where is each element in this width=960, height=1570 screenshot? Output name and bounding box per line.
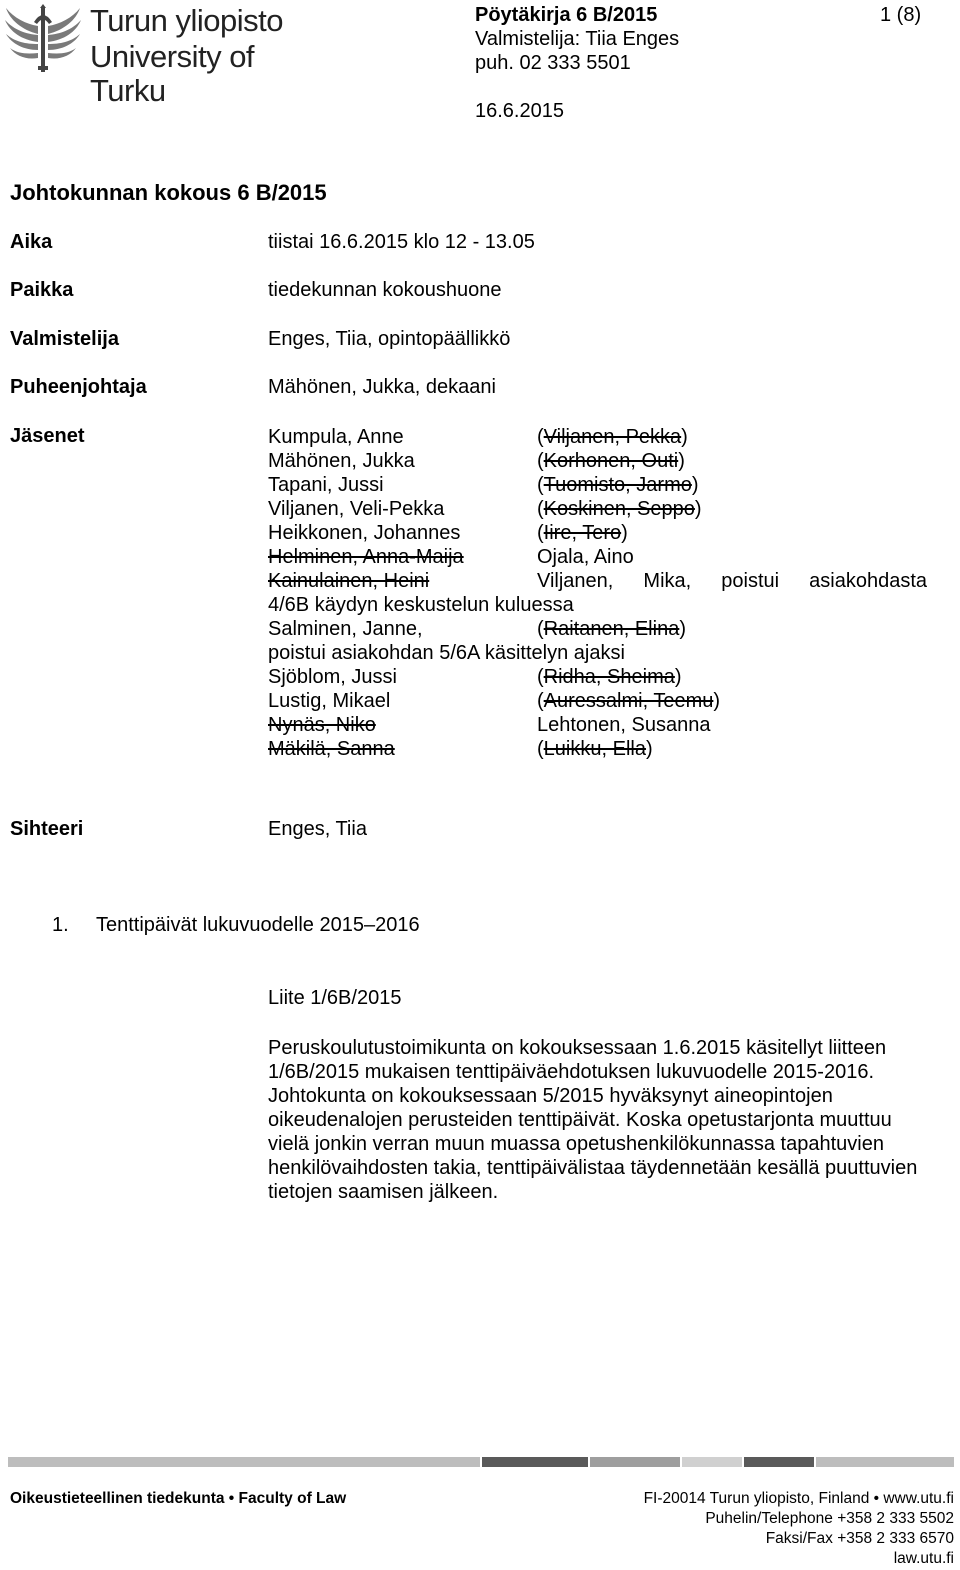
chair-label: Puheenjohtaja — [10, 376, 147, 398]
member: Kumpula, Anne — [268, 426, 404, 448]
deputy-member: (Viljanen, Pekka) — [537, 426, 688, 448]
footer-bar — [8, 1457, 954, 1467]
secretary-label: Sihteeri — [10, 818, 84, 840]
footer-address: FI-20014 Turun yliopisto, Finland • www.utu.fi — [643, 1490, 954, 1507]
member-note: poistui asiakohdan 5/6A käsittelyn ajaksi — [268, 642, 625, 664]
place-value: tiedekunnan kokoushuone — [268, 279, 502, 301]
section-heading — [52, 914, 420, 937]
deputy-member: Lehtonen, Susanna — [537, 714, 711, 736]
meeting-title: Johtokunnan kokous 6 B/2015 — [10, 180, 327, 205]
section-body: Peruskoulutustoimikunta on kokouksessaan 1.6.2015 käsitellyt liitteen 1/6B/2015 mukaisen tenttipäiväehdotuksen lukuvuodelle 2015-2016. Johtokunta on kokouksessaan 5/2015 hyväksynyt aineopintojen oikeudenalojen perusteiden tenttipäivät. Koska opetustarjonta muuttuu vielä jonkin verran muun muassa opetushenkilökunnassa tapahtuvien henkilövaihdosten takia, tenttipäivälistaa täydennetään kesällä puuttuvien tietojen saamisen jälkeen. — [268, 1037, 918, 1203]
member: Salminen, Janne, — [268, 618, 423, 640]
footer-bar-segment — [816, 1457, 954, 1467]
member-note: 4/6B käydyn keskustelun kuluessa — [268, 594, 574, 616]
footer-web: law.utu.fi — [893, 1550, 954, 1567]
deputy-member: Ojala, Aino — [537, 546, 634, 568]
page-number: 1 (8) — [880, 4, 922, 26]
footer-faculty: Oikeustieteellinen tiedekunta • Faculty of Law — [10, 1490, 347, 1507]
deputy-member: (Iire, Tero) — [537, 522, 628, 544]
footer-bar-segment — [482, 1457, 588, 1467]
section-title: Tenttipäivät lukuvuodelle 2015–2016 — [96, 914, 420, 936]
deputy-member: Viljanen, Mika, poistui asiakohdasta — [537, 570, 927, 592]
deputy-member: (Ridha, Sheima) — [537, 666, 682, 688]
member: Mäkilä, Sanna — [268, 738, 395, 760]
phone-line: puh. 02 333 5501 — [475, 52, 631, 74]
deputy-member: (Koskinen, Seppo) — [537, 498, 702, 520]
section-number: 1. — [52, 914, 69, 936]
deputy-member: (Korhonen, Outi) — [537, 450, 685, 472]
deputy-member: (Luikku, Ella) — [537, 738, 653, 760]
place-label: Paikka — [10, 279, 74, 301]
preparer-line: Valmistelija: Tiia Enges — [475, 28, 680, 50]
preparer-label: Valmistelija — [10, 328, 119, 350]
footer-fax: Faksi/Fax +358 2 333 6570 — [765, 1530, 954, 1547]
footer-bar-segment — [682, 1457, 742, 1467]
member: Nynäs, Niko — [268, 714, 376, 736]
member: Kainulainen, Heini — [268, 570, 430, 592]
member: Tapani, Jussi — [268, 474, 384, 496]
time-value: tiistai 16.6.2015 klo 12 - 13.05 — [268, 231, 535, 253]
deputy-member: (Raitanen, Elina) — [537, 618, 686, 640]
member: Heikkonen, Johannes — [268, 522, 461, 544]
member: Viljanen, Veli-Pekka — [268, 498, 445, 520]
deputy-member: (Tuomisto, Jarmo) — [537, 474, 699, 496]
member: Sjöblom, Jussi — [268, 666, 397, 688]
member: Mähönen, Jukka — [268, 450, 415, 472]
logo-text-en: University of Turku — [90, 39, 255, 108]
attachment-reference: Liite 1/6B/2015 — [268, 987, 402, 1009]
members-label: Jäsenet — [10, 425, 85, 447]
document-type: Pöytäkirja 6 B/2015 — [475, 4, 658, 26]
member: Lustig, Mikael — [268, 690, 391, 712]
footer-bar-segment — [590, 1457, 680, 1467]
university-logo — [4, 3, 304, 108]
footer-bar-segment — [744, 1457, 814, 1467]
logo-text-fi: Turun yliopisto — [90, 3, 283, 38]
time-label: Aika — [10, 231, 53, 253]
secretary-value: Enges, Tiia — [268, 818, 367, 840]
footer-bar-segment — [8, 1457, 480, 1467]
preparer-value: Enges, Tiia, opintopäällikkö — [268, 328, 511, 350]
footer-phone: Puhelin/Telephone +358 2 333 5502 — [705, 1510, 954, 1527]
university-emblem-icon — [4, 4, 82, 76]
deputy-member: (Auressalmi, Teemu) — [537, 690, 721, 712]
document-date: 16.6.2015 — [475, 100, 564, 122]
member: Helminen, Anna-Maija — [268, 546, 464, 568]
chair-value: Mähönen, Jukka, dekaani — [268, 376, 496, 398]
